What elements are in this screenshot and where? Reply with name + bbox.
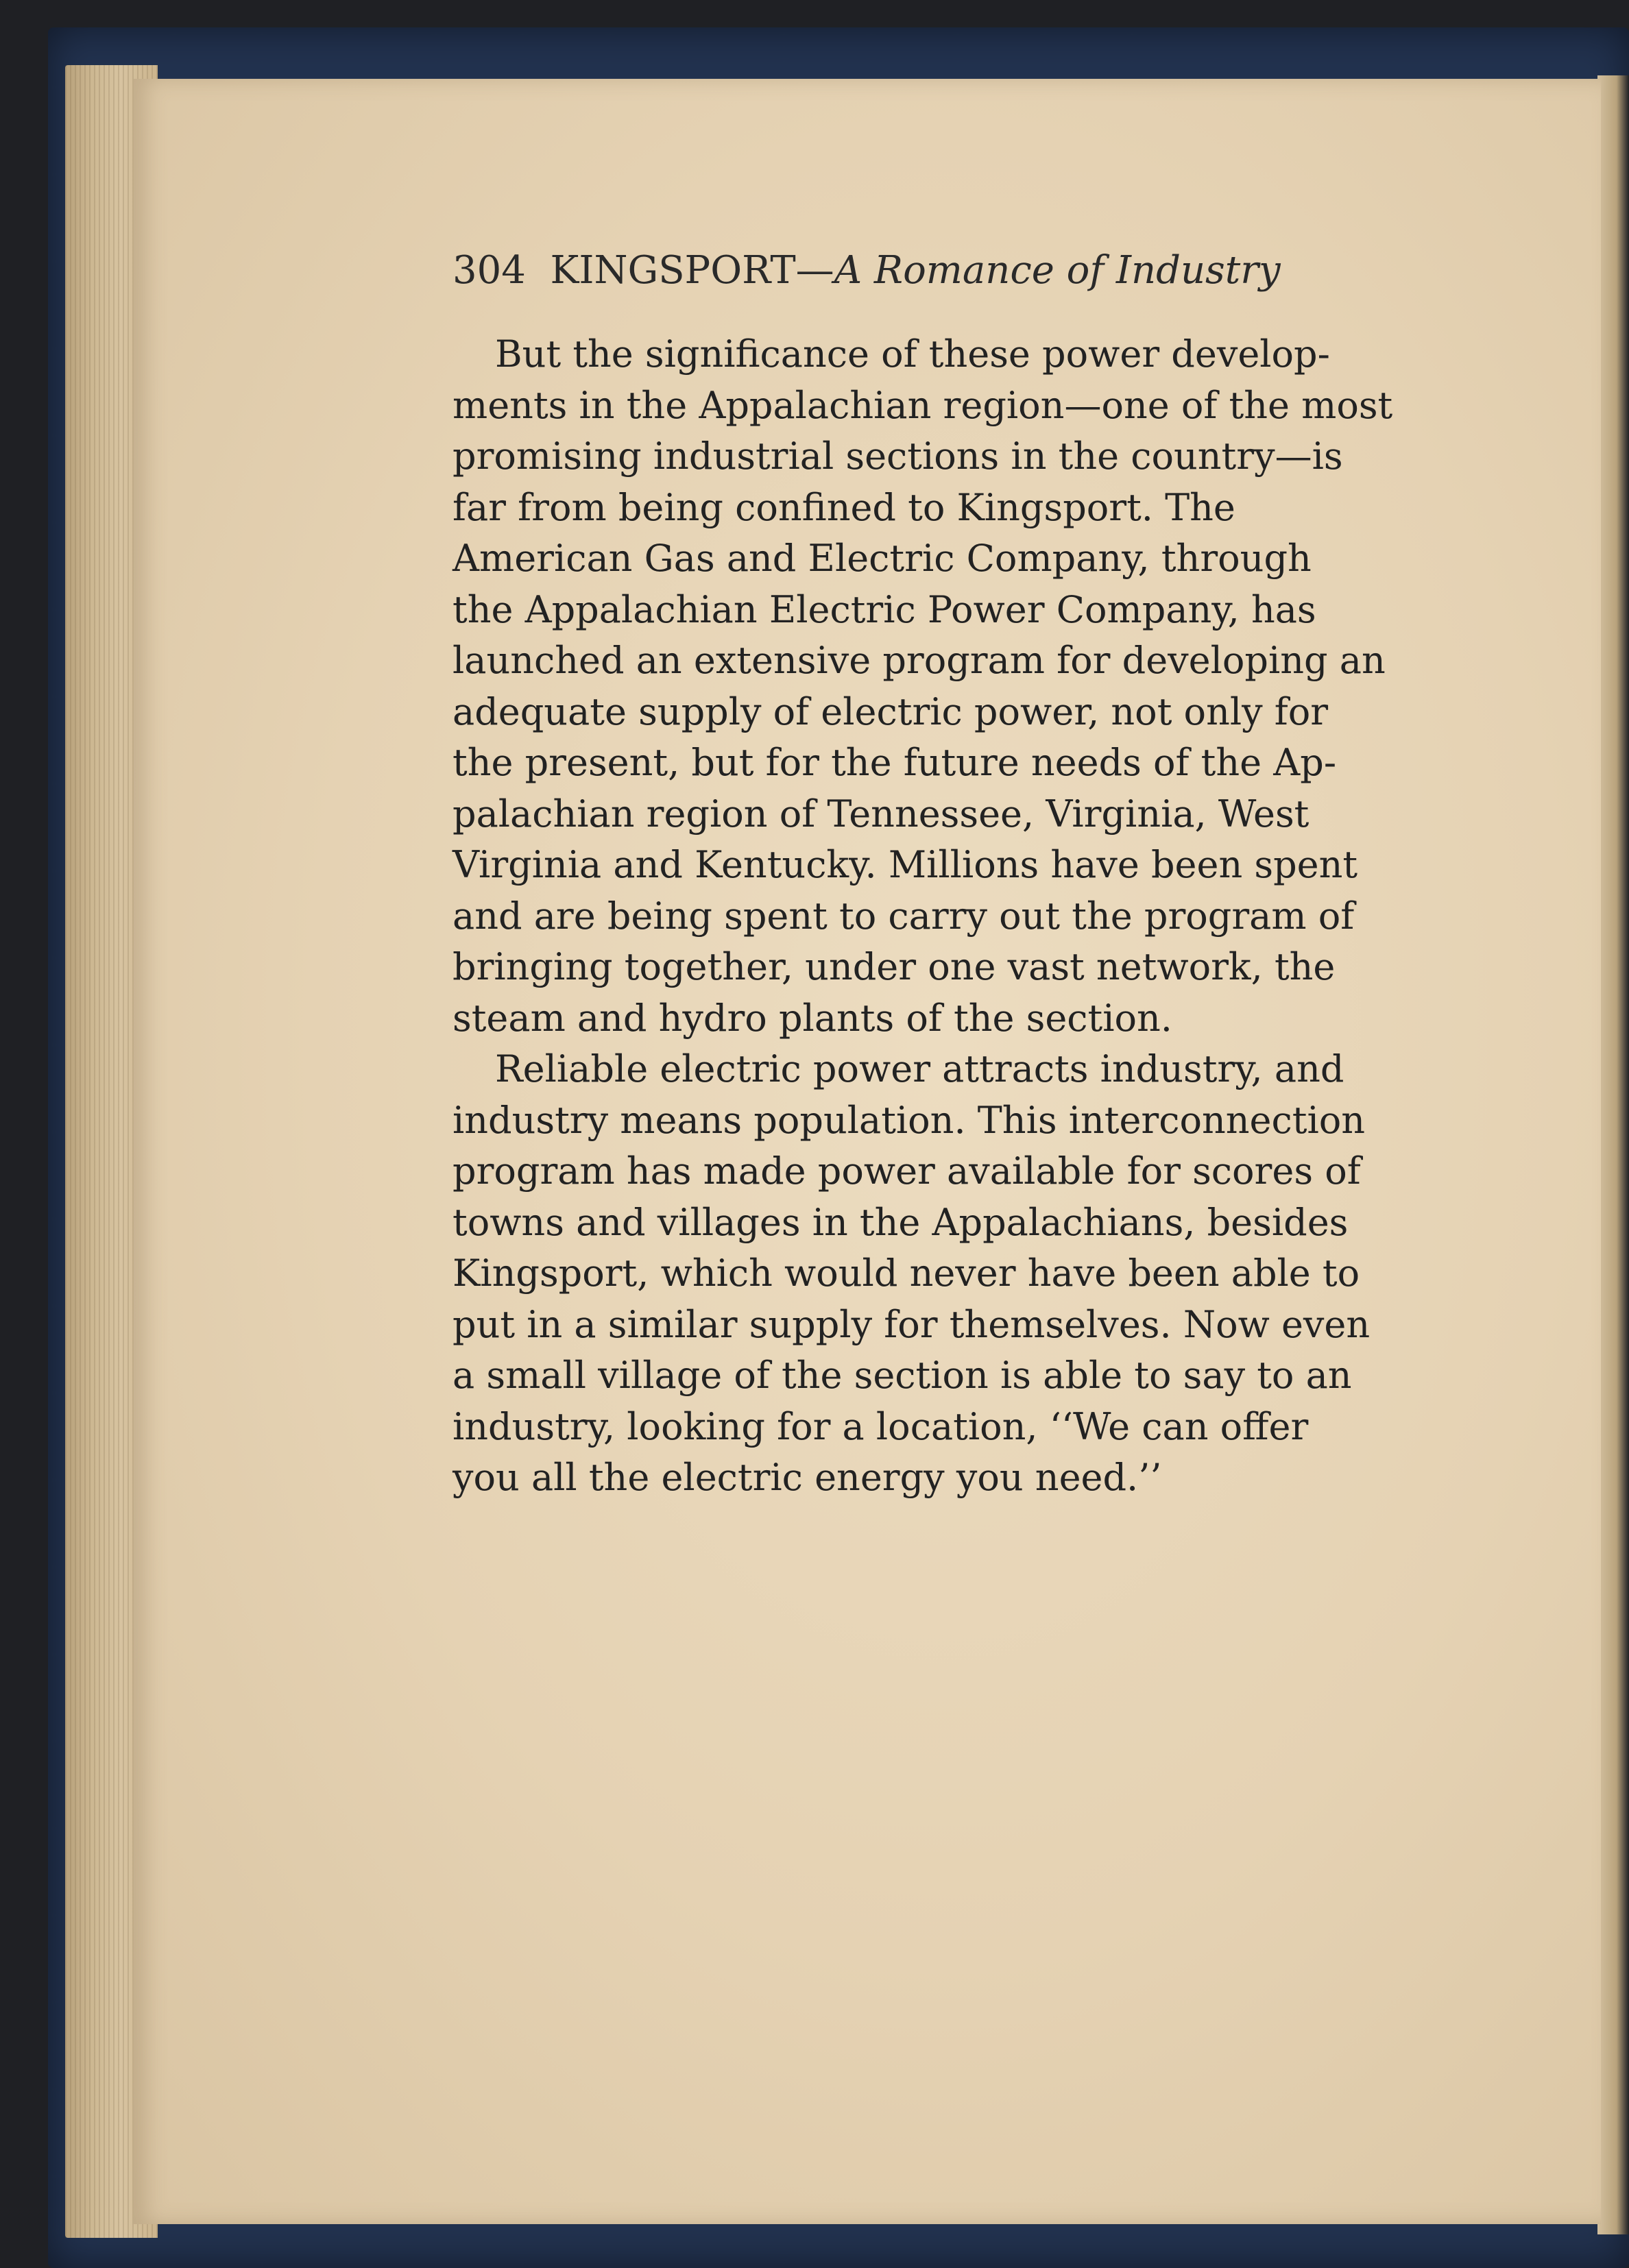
paragraph: Reliable electric power attracts industry, and industry means population. This interconnection program has made power available for scores of towns and villages in the Appalachians, besides Kingsport, which would never have been able to put in a similar supply for themselves. Now even a small village of the section is able to say to an industry, looking for a location, ‘‘We can offer you all the electric energy you need.’’ <box>452 1047 1371 1499</box>
running-header <box>452 243 1426 298</box>
paragraph: But the significance of these power develop- ments in the Appalachian region—one of the most promising industrial sections in the country—is far from being confined to Kingsport. The American Gas and Electric Company, through the Appalachian Electric Power Company, has launched an extensive program for developing an adequate supply of electric power, not only for the present, but for the future needs of the Ap- palachian region of Tennessee, Virginia, West Virginia and Kentucky. Millions have been spent and are being spent to carry out the program of bringing together, under one vast network, the steam and hydro plants of the section. <box>452 332 1393 1040</box>
facing-page-edge <box>1597 75 1629 2234</box>
page-body <box>452 329 1421 1504</box>
page-number: 304 <box>452 248 526 293</box>
book-title: KINGSPORT— <box>550 248 834 293</box>
book-subtitle: A Romance of Industry <box>834 248 1281 293</box>
